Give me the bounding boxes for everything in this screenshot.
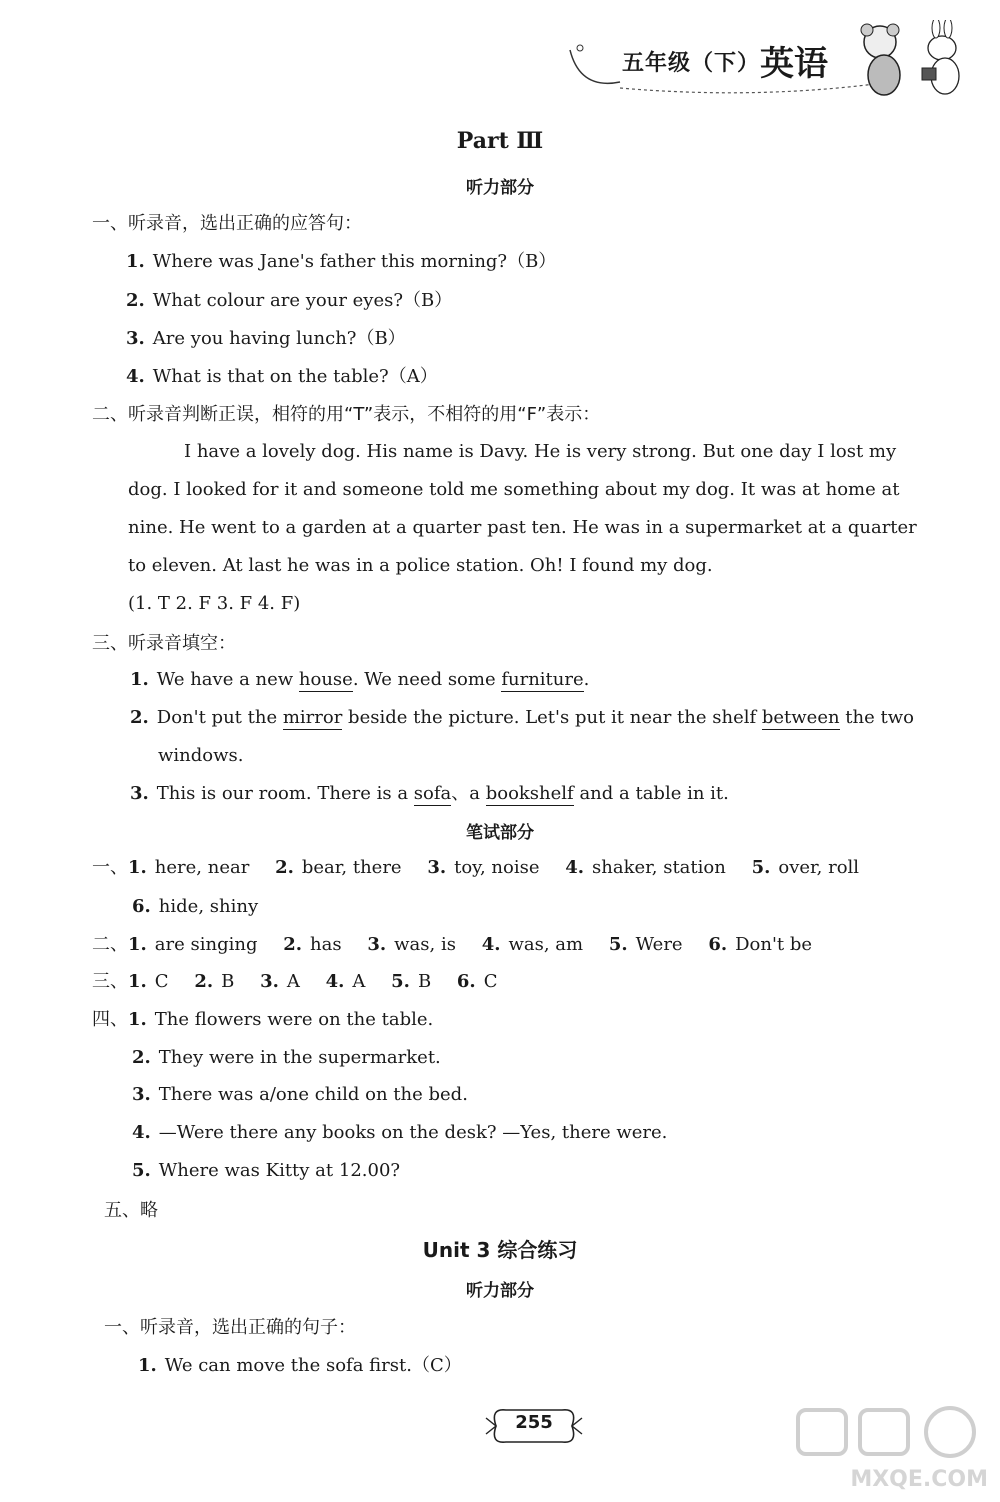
- list-item: 1. We can move the sofa first.（C）: [138, 1355, 462, 1376]
- written-4-item: 四、1. The flowers were on the table.: [92, 1009, 434, 1030]
- page-header: [560, 20, 980, 100]
- answer-blank: between: [761, 707, 840, 728]
- answer-blank: sofa: [413, 783, 452, 804]
- section1-title: 一、听录音，选出正确的应答句：: [92, 213, 362, 234]
- written-3: 三、1. C 2. B 3. A 4. A 5. B 6. C: [92, 971, 498, 992]
- list-item: 1. Where was Jane's father this morning?（B）: [126, 251, 557, 272]
- written-1-line1: 一、1. here, near 2. bear, there 3. toy, noise 4. shaker, station 5. over, roll: [92, 857, 860, 878]
- passage-line: to eleven. At last he was in a police station. Oh! I found my dog.: [128, 555, 713, 576]
- list-item: 4. What is that on the table?（A）: [126, 366, 438, 387]
- written-5: 五、略: [104, 1200, 158, 1221]
- unit3-listening-heading: 听力部分: [466, 1281, 534, 1301]
- passage-line: I have a lovely dog. His name is Davy. He is very strong. But one day I lost my: [184, 441, 897, 462]
- watermark-logo-icon: [788, 1402, 988, 1462]
- page-number-badge: [484, 1398, 584, 1454]
- list-item: 3. Are you having lunch?（B）: [126, 328, 406, 349]
- section3-title: 三、听录音填空：: [92, 633, 236, 654]
- written-4-item: 3. There was a/one child on the bed.: [132, 1084, 468, 1105]
- written-2: 二、1. are singing 2. has 3. was, is 4. was, am 5. Were 6. Don't be: [92, 934, 813, 955]
- answer-blank: bookshelf: [485, 783, 574, 804]
- page-number: 255: [515, 1412, 553, 1433]
- header-grade: 五年级（下）: [622, 51, 761, 76]
- answer-blank: house: [298, 669, 353, 690]
- answer-blank: mirror: [282, 707, 343, 728]
- header-subject: 英语: [760, 44, 828, 84]
- unit3-title: Unit 3 综合练习: [422, 1238, 578, 1262]
- written-heading: 笔试部分: [466, 823, 534, 843]
- list-item: 2. What colour are your eyes?（B）: [126, 290, 453, 311]
- fill-item-3: 3. This is our room. There is a sofa、a bookshelf and a table in it.: [130, 783, 729, 804]
- section2-answers: (1. T 2. F 3. F 4. F): [128, 593, 301, 614]
- section2-title: 二、听录音判断正误，相符的用“T”表示，不相符的用“F”表示：: [92, 404, 601, 425]
- bear-rabbit-illustration: [850, 20, 980, 100]
- answer-blank: furniture: [501, 669, 584, 690]
- unit3-section1-title: 一、听录音，选出正确的句子：: [104, 1317, 356, 1338]
- passage-line: dog. I looked for it and someone told me something about my dog. It was at home at: [128, 479, 900, 500]
- watermark: [788, 1402, 988, 1492]
- fill-item-1: 1. We have a new house. We need some furniture.: [130, 669, 590, 690]
- watermark-text: MXQE.COM: [850, 1467, 988, 1492]
- written-4-item: 2. They were in the supermarket.: [132, 1047, 441, 1068]
- fill-item-2-cont: windows.: [158, 745, 244, 766]
- written-4-item: 4. —Were there any books on the desk? —Yes, there were.: [132, 1122, 668, 1143]
- passage-line: nine. He went to a garden at a quarter past ten. He was in a supermarket at a quarter: [128, 517, 917, 538]
- written-4-item: 5. Where was Kitty at 12.00?: [132, 1160, 401, 1181]
- part3-listening-heading: 听力部分: [466, 178, 534, 198]
- part3-title: Part Ⅲ: [456, 128, 544, 154]
- fill-item-2: 2. Don't put the mirror beside the picture. Let's put it near the shelf between the two: [130, 707, 914, 728]
- written-1-line2: 6. hide, shiny: [132, 896, 259, 917]
